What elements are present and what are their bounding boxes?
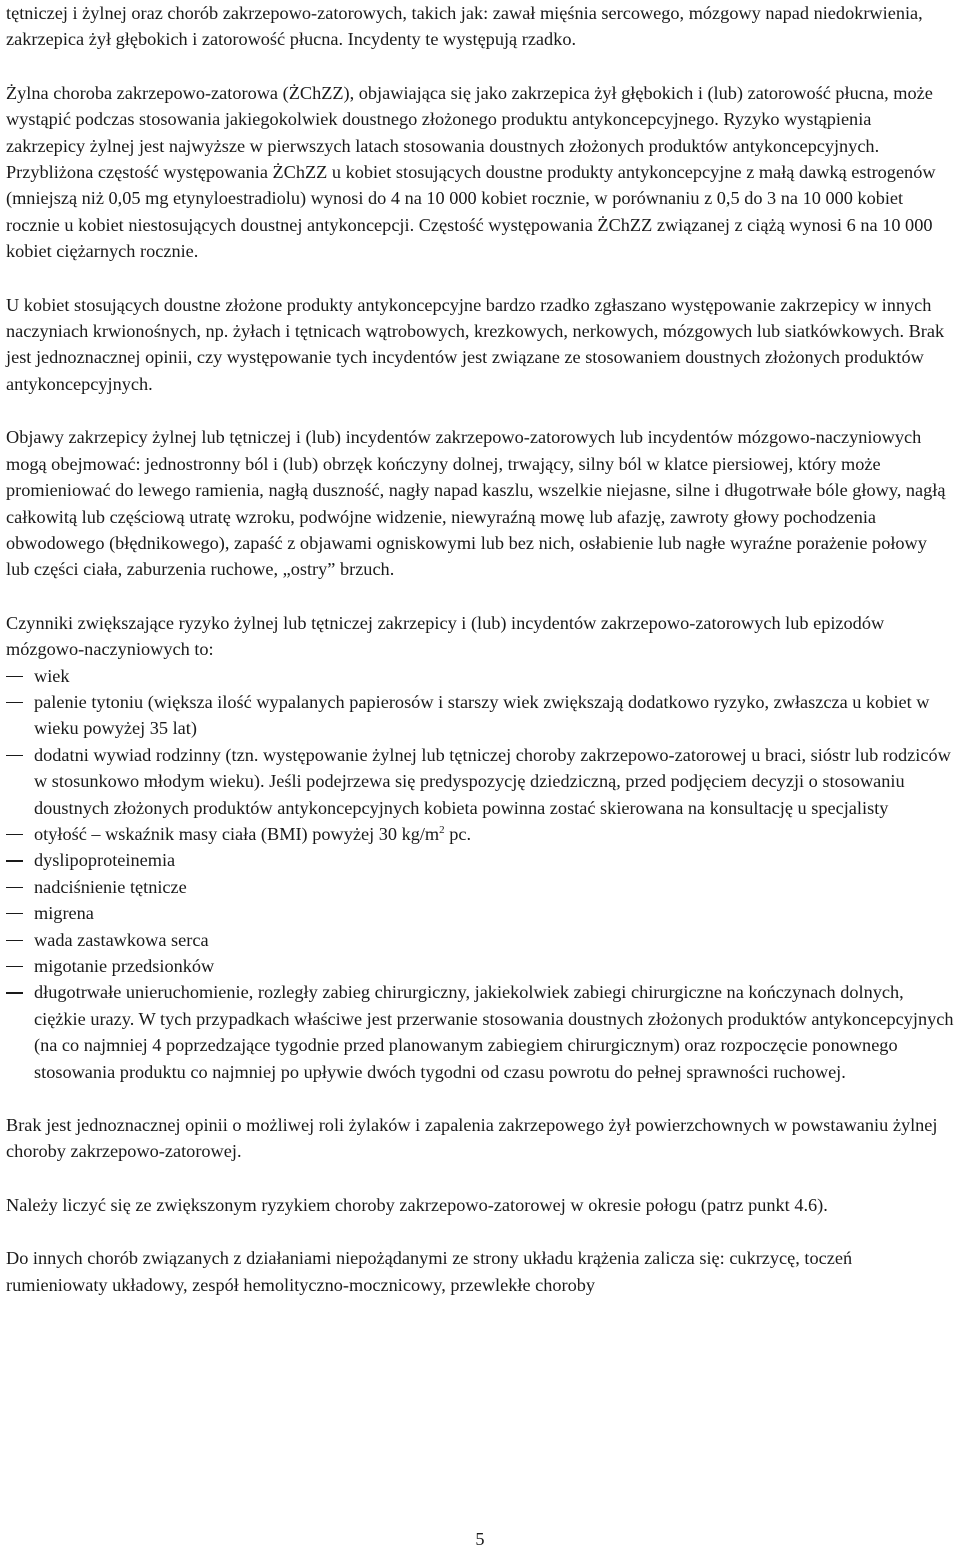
- paragraph-symptoms: Objawy zakrzepicy żylnej lub tętniczej i (lub) incydentów zakrzepowo-zatorowych lub incydentów mózgowo-naczyniowych mogą obejmować: jednostronny ból i (lub) obrzęk kończyny dolnej, trwający, silny ból w klatce piersiowej, który może promieniować do lewego ramienia, nagłą duszność, nagły napad kaszlu, wszelkie niejasne, silne i długotrwałe bóle głowy, nagłą całkowitą lub częściową utratę wzroku, podwójne widzenie, niewyraźną mowę lub afazję, zawroty głowy pochodzenia obwodowego (błędnikowego), zapaść z objawami ogniskowymi lub bez nich, osłabienie lub nagłe wyraźne porażenie połowy lub części ciała, zaburzenia ruchowe, „ostry” brzuch.: [6, 427, 946, 580]
- paragraph-other-thrombosis: U kobiet stosujących doustne złożone produkty antykoncepcyjne bardzo rzadko zgłaszano występowanie zakrzepicy w innych naczyniach krwionośnych, np. żyłach i tętnicach wątrobowych, krezkowych, nerkowych, mózgowych lub siatkówkowych. Brak jest jednoznacznej opinii, czy występowanie tych incydentów jest związane ze stosowaniem doustnych złożonych produktów antykoncepcyjnych.: [6, 294, 945, 394]
- list-item: migotanie przedsionków: [34, 956, 215, 976]
- paragraph-varicose: Brak jest jednoznacznej opinii o możliwej roli żylaków i zapalenia zakrzepowego żył powierzchownych w powstawaniu żylnej choroby zakrzepowo-zatorowej.: [6, 1115, 938, 1162]
- paragraph-vte: Żylna choroba zakrzepowo-zatorowa (ŻChZZ), objawiająca się jako zakrzepica żył głębokich i (lub) zatorowość płucna, może wystąpić podczas stosowania jakiegokolwiek doustnego złożonego produktu antykoncepcyjnego. Ryzyko wystąpienia zakrzepicy żylnej jest najwyższe w pierwszych latach stosowania doustnych złożonych produktów antykoncepcyjnych. Przybliżona częstość występowania ŻChZZ u kobiet stosujących doustne produkty antykoncepcyjne z małą dawką estrogenów (mniejszą niż 0,05 mg etynyloestradiolu) wynosi do 4 na 10 000 kobiet rocznie, w porównaniu z 0,5 do 3 na 10 000 kobiet rocznie u kobiet niestosujących doustnej antykoncepcji. Częstość występowania ŻChZZ związanej z ciążą wynosi 6 na 10 000 kobiet ciężarnych rocznie.: [6, 82, 936, 262]
- paragraph-gap: [6, 1085, 954, 1112]
- paragraph-gap: [6, 53, 954, 80]
- paragraph-other-diseases: Do innych chorób związanych z działaniami niepożądanymi ze strony układu krążenia zalicza się: cukrzycę, toczeń rumieniowaty układowy, zespół hemolityczno-mocznicowy, przewlekłe choroby: [6, 1248, 853, 1295]
- paragraph-gap: [6, 265, 954, 292]
- list-item: nadciśnienie tętnicze: [34, 876, 187, 897]
- superscript: 2: [439, 823, 445, 836]
- list-item: wiek: [34, 665, 70, 686]
- risk-factors-list: [6, 663, 954, 1086]
- paragraph-intro-continued: tętniczej i żylnej oraz chorób zakrzepowo-zatorowych, takich jak: zawał mięśnia sercowego, mózgowy napad niedokrwienia, zakrzepica żył głębokich i zatorowość płucna. Incydenty te występują rzadko.: [6, 3, 923, 50]
- list-item: wada zastawkowa serca: [34, 929, 209, 950]
- list-item: otyłość – wskaźnik masy ciała (BMI) powyżej 30 $kg/m^2$ pc.: [34, 823, 472, 844]
- list-item: dyslipoproteinemia: [34, 850, 176, 871]
- paragraph-gap: [6, 397, 954, 424]
- paragraph-gap: [6, 1165, 954, 1192]
- paragraph-postpartum: Należy liczyć się ze zwiększonym ryzykiem choroby zakrzepowo-zatorowej w okresie połogu (patrz punkt 4.6).: [6, 1194, 828, 1215]
- paragraph-risk-intro: Czynniki zwiększające ryzyko żylnej lub tętniczej zakrzepicy i (lub) incydentów zakrzepowo-zatorowych lub epizodów mózgowo-naczyniowych to:: [6, 612, 885, 660]
- page-number: 5: [475, 1529, 485, 1549]
- document-page: [6, 0, 954, 1298]
- paragraph-gap: [6, 1218, 954, 1245]
- list-item: dodatni wywiad rodzinny (tzn. występowanie żylnej lub tętniczej choroby zakrzepowo-zatorowej u braci, sióstr lub rodziców w stosunkowo młodym wieku). Jeśli podejrzewa się predyspozycję dziedziczną, przed podjęciem decyzji o stosowaniu doustnych złożonych produktów antykoncepcyjnych kobieta powinna zostać skierowana na konsultację u specjalisty: [34, 744, 951, 818]
- list-item: palenie tytoniu (większa ilość wypalanych papierosów i starszy wiek zwiększają dodatkowo ryzyko, zwłaszcza u kobiet w wieku powyżej 35 lat): [34, 691, 930, 739]
- paragraph-gap: [6, 583, 954, 610]
- list-item: migrena: [34, 903, 94, 924]
- list-item: długotrwałe unieruchomienie, rozległy zabieg chirurgiczny, jakiekolwiek zabiegi chirurgiczne na kończynach dolnych, ciężkie urazy. W tych przypadkach właściwe jest przerwanie stosowania doustnych złożonych produktów antykoncepcyjnych (na co najmniej 4 poprzedzające tygodnie przed planowanym zabiegiem chirurgicznym) oraz rozpoczęcie ponownego stosowania produktu co najmniej po upływie dwóch tygodni od czasu powrotu do pełnej sprawności ruchowej.: [34, 982, 954, 1082]
